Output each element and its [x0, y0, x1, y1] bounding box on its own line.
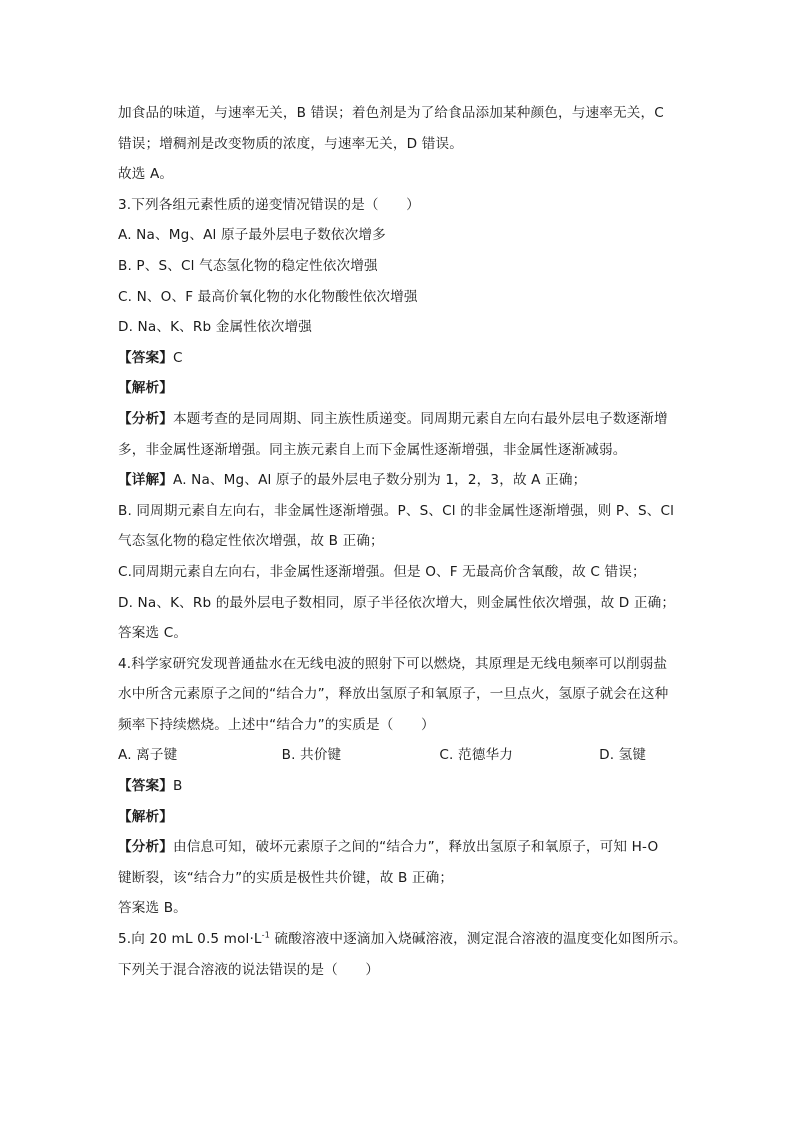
question-3-stem: 3.下列各组元素性质的递变情况错误的是（ ）	[118, 196, 420, 213]
fenxi-line	[118, 404, 678, 435]
fenxi-text: 由信息可知，破坏元素原子之间的“结合力”，释放出氢原子和氧原子，可知 H-O	[172, 839, 659, 856]
text-line: B. 同周期元素自左向右，非金属性逐渐增强。P、S、Cl 的非金属性逐渐增强，则 P、S、Cl	[118, 502, 675, 519]
question-5-stem	[118, 924, 687, 955]
answer-value: C	[172, 349, 183, 366]
text-line: 键断裂，该“结合力”的实质是极性共价键，故 B 正确；	[118, 869, 454, 886]
text-line: 答案选 C。	[118, 625, 188, 642]
text-line: 加食品的味道，与速率无关，B 错误；着色剂是为了给食品添加某种颜色，与速率无关，C	[118, 105, 664, 121]
text-line: 多，非金属性逐渐增强。同主族元素自上而下金属性逐渐增强，非金属性逐渐减弱。	[118, 441, 627, 458]
analysis-line	[118, 802, 678, 833]
question-4-stem: 4.科学家研究发现普通盐水在无线电波的照射下可以燃烧，其原理是无线电频率可以削弱盐	[118, 655, 668, 672]
answer-tag: 【答案】	[118, 349, 173, 366]
text-line: 气态氢化物的稳定性依次增强，故 B 正确；	[118, 533, 384, 550]
question-4-option-a: A. 离子键	[118, 747, 178, 764]
question-4-option-d: D. 氢键	[599, 747, 647, 764]
fenxi-text: 本题考查的是同周期、同主族性质递变。同周期元素自左向右最外层电子数逐渐增	[172, 410, 668, 427]
answer-value: B	[172, 778, 183, 795]
text-line: 错误；增稠剂是改变物质的浓度，与速率无关，D 错误。	[118, 135, 463, 152]
text-line: 答案选 B。	[118, 900, 187, 917]
question-5-superscript: -1	[261, 930, 270, 940]
xiangjie-tag: 【详解】	[118, 472, 173, 489]
xiangjie-line	[118, 465, 678, 496]
answer-line	[118, 343, 678, 374]
text-line: C.同周期元素自左向右，非金属性逐渐增强。但是 O、F 无最高价含氧酸，故 C 错误；	[118, 563, 646, 580]
text-line: 下列关于混合溶液的说法错误的是（ ）	[118, 961, 380, 978]
question-4-options	[118, 740, 678, 771]
analysis-tag: 【解析】	[118, 808, 173, 825]
question-3-option-b: B. P、S、Cl 气态氢化物的稳定性依次增强	[118, 257, 378, 274]
text-line: 水中所含元素原子之间的“结合力”，释放出氢原子和氧原子，一旦点火，氢原子就会在这种	[118, 686, 669, 703]
question-3-option-c: C. N、O、F 最高价氧化物的水化物酸性依次增强	[118, 288, 418, 305]
document-body	[118, 98, 687, 985]
answer-tag: 【答案】	[118, 778, 173, 795]
text-line: 频率下持续燃烧。上述中“结合力”的实质是（ ）	[118, 716, 435, 733]
analysis-line	[118, 373, 678, 404]
fenxi-tag: 【分析】	[118, 410, 173, 427]
question-5-text-pre: 5.向 20 mL 0.5 mol·L	[118, 931, 262, 948]
question-4-option-b: B. 共价键	[281, 747, 342, 764]
text-line: D. Na、K、Rb 的最外层电子数相同，原子半径依次增大，则金属性依次增强，故 D 正确；	[118, 594, 676, 611]
answer-line	[118, 771, 678, 802]
fenxi-tag: 【分析】	[118, 839, 173, 856]
question-3-option-a: A. Na、Mg、Al 原子最外层电子数依次增多	[118, 227, 386, 244]
xiangjie-text: A. Na、Mg、Al 原子的最外层电子数分别为 1，2，3，故 A 正确；	[172, 472, 587, 489]
fenxi-line	[118, 832, 678, 863]
question-4-option-c: C. 范德华力	[439, 747, 513, 764]
text-line: 故选 A。	[118, 166, 174, 183]
question-5-text-post: 硫酸溶液中逐滴加入烧碱溶液，测定混合溶液的温度变化如图所示。	[269, 931, 687, 948]
analysis-tag: 【解析】	[118, 380, 173, 397]
question-3-option-d: D. Na、K、Rb 金属性依次增强	[118, 319, 312, 336]
